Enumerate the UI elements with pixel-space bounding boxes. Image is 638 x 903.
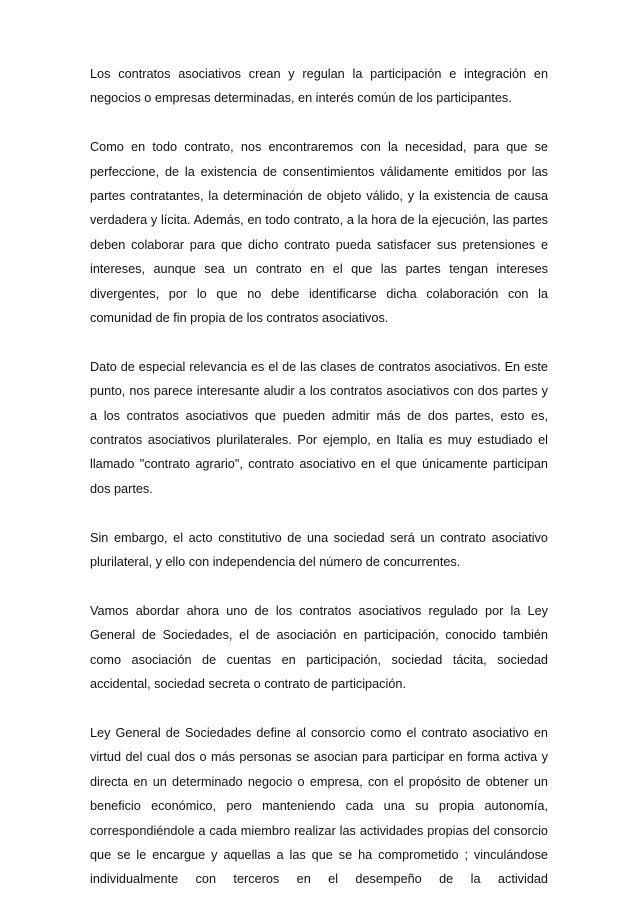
paragraph-2: Como en todo contrato, nos encontraremos con la necesidad, para que se perfeccione, de la existencia de consentimientos válidamente emitidos por las partes contratantes, la determinación de objeto válido, y la existencia de causa verdadera y lícita. Además, en todo contrato, a la hora de la ejecución, las partes deben colaborar para que dicho contrato pueda satisfacer sus pretensiones e intereses, aunque sea un contrato en el que las partes tengan intereses divergentes, por lo que no debe identificarse dicha colaboración con la comunidad de fin propia de los contratos asociativos. <box>90 140 548 326</box>
paragraph-5: Vamos abordar ahora uno de los contratos asociativos regulado por la Ley General de Sociedades, el de asociación en participación, conocido también como asociación de cuentas en participación, sociedad tácita, sociedad accidental, sociedad secreta o contrato de participación. <box>90 603 548 692</box>
paragraph-3: Dato de especial relevancia es el de las clases de contratos asociativos. En este punto, nos parece interesante aludir a los contratos asociativos con dos partes y a los contratos asociativos que pueden admitir más de dos partes, esto es, contratos asociativos plurilaterales. Por ejemplo, en Italia es muy estudiado el llamado "contrato agrario", contrato asociativo en el que únicamente participan dos partes. <box>90 359 548 496</box>
paragraph-6: Ley General de Sociedades define al consorcio como el contrato asociativo en virtud del cual dos o más personas se asocian para participar en forma activa y directa en un determinado negocio o empresa, con el propósito de obtener un beneficio económico, pero manteniendo cada una su propia autonomía, correspondiéndole a cada miembro realizar las actividades propias del consorcio que se le encargue y aquellas a las que se ha comprometido ; vinculándose individualmente con terceros en el desempeño de la actividad <box>90 725 548 887</box>
paragraph-4: Sin embargo, el acto constitutivo de una sociedad será un contrato asociativo plurilateral, y ello con independencia del número de concurrentes. <box>90 530 548 570</box>
paragraph-1: Los contratos asociativos crean y regulan la participación e integración en negocios o empresas determinadas, en interés común de los participantes. <box>90 67 548 106</box>
document-page <box>90 62 548 892</box>
